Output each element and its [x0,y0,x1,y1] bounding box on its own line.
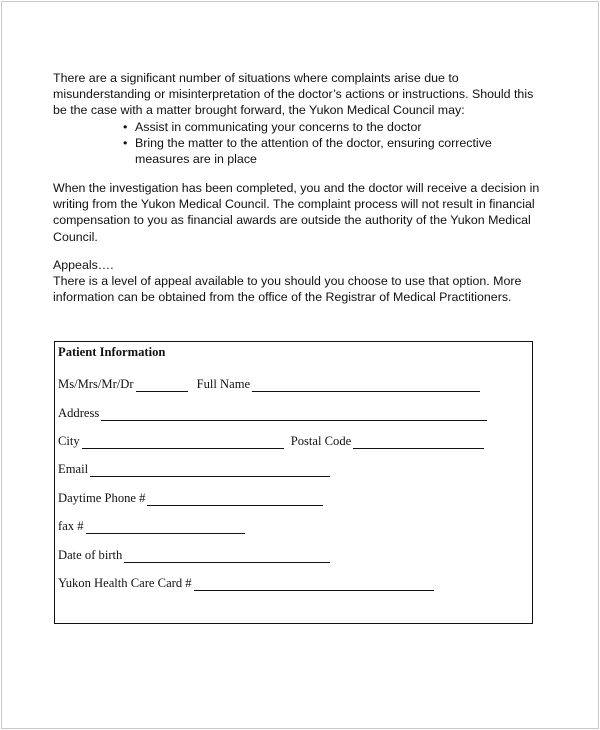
salutation-name-row [58,376,480,392]
intro-paragraph [53,70,553,167]
fax-field[interactable] [86,522,245,534]
health-card-row [58,575,434,591]
full-name-field[interactable] [252,380,480,392]
list-item-text: Bring the matter to the attention of the doctor, ensuring corrective [135,135,492,150]
list-item [53,135,553,167]
investigation-line: When the investigation has been completed, you and the doctor will receive a decision in [53,181,540,195]
intro-line: misunderstanding or misinterpretation of the doctor’s actions or instructions. Should this [53,87,534,102]
address-field[interactable] [101,409,487,421]
email-label: Email [58,462,89,476]
bullet-icon: • [123,119,128,134]
intro-line: be the case with a matter brought forward, the Yukon Medical Council may: [53,103,465,118]
list-item-text: Assist in communicating your concerns to the doctor [135,119,422,134]
investigation-line: compensation to you as financial awards are outside the authority of the Yukon Medical [53,213,531,228]
form-title: Patient Information [58,345,166,359]
investigation-line: writing from the Yukon Medical Council. The complaint process will not result in financial [53,197,535,212]
email-row [58,461,330,477]
city-label: City [58,434,80,448]
daytime-phone-field[interactable] [147,494,323,506]
appeals-line: information can be obtained from the office of the Registrar of Medical Practitioners. [53,290,512,305]
postal-code-label: Postal Code [290,434,352,448]
date-of-birth-row [58,547,330,563]
email-field[interactable] [90,465,330,477]
date-of-birth-field[interactable] [124,551,330,563]
appeals-line: There is a level of appeal available to you should you choose to use that option. More [53,274,522,289]
health-card-field[interactable] [194,579,434,591]
investigation-line: Council. [53,229,98,244]
health-card-label: Yukon Health Care Card # [58,576,192,590]
daytime-phone-row [58,490,323,506]
document-page [1,1,599,729]
city-postal-row [58,433,484,449]
patient-information-form [54,341,533,624]
investigation-paragraph [53,180,553,245]
list-item [53,119,553,135]
fax-row [58,518,245,534]
city-field[interactable] [82,437,284,449]
postal-code-field[interactable] [353,437,484,449]
address-label: Address [58,406,100,420]
appeals-heading: Appeals…. [53,258,114,272]
bullet-icon: • [123,135,128,150]
full-name-label: Full Name [196,377,251,391]
council-actions-list [53,119,553,168]
list-item-text: measures are in place [135,152,257,167]
salutation-label: Ms/Mrs/Mr/Dr [58,377,134,391]
fax-label: fax # [58,519,84,533]
daytime-phone-label: Daytime Phone # [58,491,146,505]
date-of-birth-label: Date of birth [58,548,123,562]
salutation-field[interactable] [136,380,188,392]
appeals-section [53,257,553,306]
intro-line: There are a significant number of situations where complaints arise due to [53,71,459,85]
address-row [58,405,487,421]
